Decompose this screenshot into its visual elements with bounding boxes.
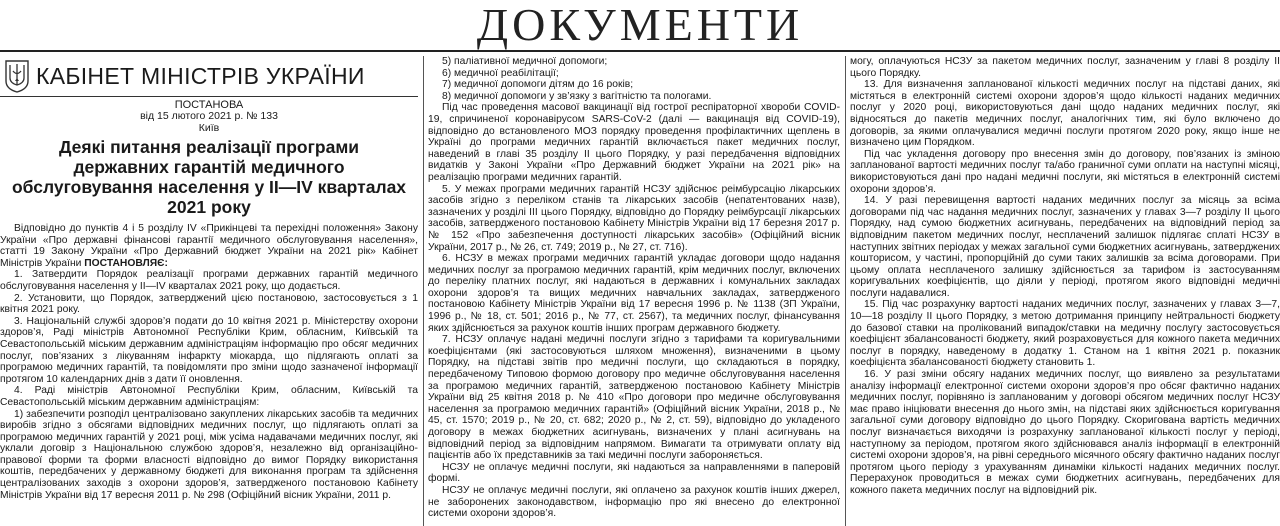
masthead-rule — [0, 50, 1280, 52]
paragraph: НСЗУ не оплачує медичні послуги, які надаються за направленнями в паперовій формі. — [428, 461, 840, 485]
resolution-headline: Деякі питання реалізації програми державних гарантій медичного обслуговування населення у II—IV кварталах 2021 року — [11, 137, 407, 217]
paragraph: Під час проведення масової вакцинації від гострої респіраторної хвороби COVID-19, спричиненої коронавірусом SARS-CoV-2 (далі — вакцинація від COVID-19), відповідно до встановленого МОЗ порядку проведення профілактичних щеплень в Україні до програми медичних гарантій включається пакет медичних послуг, наведений в главі 35 розділу II цього Порядку, у разі передбачення відповідних видатків у Законі України «Про Державний бюджет України на 2021 рік» на реалізацію програми медичних гарантій. — [428, 102, 840, 183]
paragraph: 6) медичної реабілітації; — [442, 67, 559, 79]
paragraph: 7. НСЗУ оплачує надані медичні послуги згідно з тарифами та коригувальними коефіцієнтами (які застосовуються шляхом множення), визначеними в цьому Порядку, на підставі звітів про медичні послуги, що складаються в порядку, передбаченому Типовою формою договору про медичне обслуговування населення за програмою медичних гарантій, затвердженою постановою Кабінету Міністрів України від 25 квітня 2018 р. № 410 «Про договори про медичне обслуговування населення за програмою медичних гарантій» (Офіційний вісник України, 2018 р., № 45, ст. 1570; 2019 р., № 20, ст. 682; 2020 р., № 2, ст. 59), відповідно до укладеного договору в межах бюджетних асигнувань, визначених у плані асигнувань на відповідний період за відповідним напрямом. Вимагати та отримувати оплату від пацієнтів або їх представників за такі медичні послуги забороняється. — [428, 334, 840, 462]
paragraph: 1. Затвердити Порядок реалізації програми державних гарантій медичного обслуговування населення у II—IV кварталах 2021 року, що додається. — [0, 269, 418, 292]
trident-emblem-icon — [4, 59, 30, 93]
cabinet-header — [0, 56, 418, 97]
column-divider — [845, 56, 846, 526]
masthead-title: ДОКУМЕНТИ — [476, 0, 804, 50]
preamble — [0, 223, 418, 269]
paragraph: НСЗУ не оплачує медичні послуги, які оплачено за рахунок коштів інших джерел, не заборонених законодавством, інформацію про які внесено до електронної системи охорони здоров’я. — [428, 484, 840, 520]
article-column-1 — [0, 56, 418, 526]
cabinet-title: КАБІНЕТ МІНІСТРІВ УКРАЇНИ — [36, 63, 365, 89]
document-type: ПОСТАНОВА — [174, 99, 244, 111]
paragraph: 6. НСЗУ в межах програми медичних гарантій укладає договори щодо надання медичних послуг за програмою медичних гарантій, крім медичних послуг, включених до переліку платних послуг, які надаються в державних і комунальних закладах охорони здоров’я та вищих медичних навчальних закладах, затвердженого постановою Кабінету Міністрів України від 17 вересня 1996 р. № 1138 (ЗП України, 1996 р., № 18, ст. 501; 2016 р., № 77, ст. 2567), та медичних послуг, фінансування яких здійснюється за рахунок коштів інших програм державного бюджету. — [428, 253, 840, 334]
paragraph: 15. Під час розрахунку вартості наданих медичних послуг, зазначених у главах 3—7, 10—18 розділу II цього Порядку, з метою дотримання принципу нейтральності бюджету до базової ставки на пролікований випадок/ставки на медичну послугу застосовується коефіцієнт збалансованості бюджету, який розраховується для кожного пакета медичних послуг в порядку, наведеному в додатку 1. Станом на 1 квітня 2021 р. показник коефіцієнта збалансованості бюджету становить 1. — [850, 299, 1280, 369]
paragraph: 3. Національній службі здоров’я подати до 10 квітня 2021 р. Міністерству охорони здоров’я, Раді міністрів Автономної Республіки Крим, обласним, Київській та Севастопольській міським державним адміністраціям інформацію про обсяг медичних послуг, пов’язаних з лікуванням інфаркту міокарда, що підлягають оплаті за програмою медичних гарантій, та повідомляти про зміни щодо зазначеної інформації протягом 10 календарних днів з дати її оновлення. — [0, 315, 418, 385]
paragraph: Під час укладення договору про внесення змін до договору, пов’язаних із зміною запланованої вартості медичних послуг та/або граничної суми оплати на наступні місяці, використовуються дані про надані медичні послуги, які містяться в електронній системі охорони здоров’я. — [850, 148, 1280, 195]
preamble-text: Відповідно до пунктів 4 і 5 розділу IV «Прикінцеві та перехідні положення» Закону України «Про державні фінансові гарантії медичного обслуговування населення», статті 19 Закону України «Про Державний бюджет України на 2021 рік» Кабінет Міністрів України — [0, 223, 418, 269]
paragraph: 5) паліативної медичної допомоги; — [442, 56, 608, 67]
article-column-3 — [850, 56, 1280, 526]
preamble-decree: ПОСТАНОВЛЯЄ: — [84, 257, 168, 269]
paragraph: 5. У межах програми медичних гарантій НСЗУ здійснює реімбурсацію лікарських засобів згідно з переліком станів та лікарських засобів (непатентованих назв), зазначених у розділі III цього Порядку, відповідно до Порядку реімбурсації лікарських засобів, затвердженого постановою Кабінету Міністрів України від 17 березня 2017 р. № 152 «Про забезпечення доступності лікарських засобів» (Офіційний вісник України, 2017 р., № 26, ст. 749; 2019 р., № 27, ст. 716). — [428, 183, 840, 253]
paragraph: 14. У разі перевищення вартості наданих медичних послуг за місяць за всіма договорами під час надання медичних послуг, зазначених у главах 3—7 розділу II цього Порядку, над сумою бюджетних асигнувань, передбачених на відповідний період за відповідним пакетом медичних послуг, несплачений залишок підлягає сплаті НСЗУ в наступних звітних періодах у межах загальної суми бюджетних асигнувань, затверджених кошторисом, у частині, пропорційній до суми таких залишків за всіма договорами. При цьому оплата несплаченого залишку здійснюється за тарифом із застосуванням коригувальних коефіцієнтів, що діяли у періоді, протягом якого відповідні медичні послуги надавалися. — [850, 195, 1280, 299]
paragraph: 4. Раді міністрів Автономної Республіки Крим, обласним, Київській та Севастопольській міським державним адміністраціям: — [0, 385, 418, 408]
document-date-number: від 15 лютого 2021 р. № 133 — [140, 110, 278, 122]
paragraph: 1) забезпечити розподіл централізовано закуплених лікарських засобів та медичних виробів згідно з обсягами відповідних медичних послуг, що підлягають оплаті за програмою медичних гарантій у 2021 році, між усіма надавачами медичних послуг, які уклали договір з Національною службою здоров’я, незалежно від організаційно-правової форми та форми власності відповідно до вимог Порядку використання коштів, передбачених у державному бюджеті для виконання програм та здійснення централізованих заходів з охорони здоров’я, затвердженого постановою Кабінету Міністрів України від 17 вересня 2011 р. № 298 (Офіційний вісник України, 2011 р. — [0, 408, 418, 501]
paragraph: 8) медичної допомоги у зв’язку з вагітністю та пологами. — [442, 90, 712, 102]
paragraph: 13. Для визначення запланованої кількості медичних послуг на підставі даних, які містяться в електронній системі охорони здоров’я щодо кількості наданих медичних послуг у 2020 році, використовуються дані щодо наданих медичних послуг, які відносяться до пакетів медичних послуг, аналогічних тим, які було включено до договорів, за якими оплачувалися медичні послуги протягом 2020 року, якщо інше не визначено цим Порядком. — [850, 79, 1280, 149]
column-divider — [423, 56, 424, 526]
article-column-2 — [428, 56, 840, 526]
paragraph: 2. Установити, що Порядок, затверджений цією постановою, застосовується з 1 квітня 2021 року. — [0, 292, 418, 316]
paragraph: 16. У разі зміни обсягу наданих медичних послуг, що виявлено за результатами аналізу інформації електронної системи охорони здоров’я про обсяг фактично наданих медичних послуг, порівняно із запланованим у договорі обсягом медичних послуг НСЗУ має право ініціювати внесення до нього змін, на підставі яких здійснюється коригування загальної суми договору відповідно до цього Порядку. Скоригована вартість медичних послуг визначається виходячи із розрахунку запланованої кількості послуг у періоді, наступному за періодом, протягом якого здійснювався аналіз інформації в електронній системі охорони здоров’я, на рівні середнього місячного обсягу фактично наданих послуг протягом цього періоду з урахуванням динаміки кількості наданих медичних послуг. Перерахунок проводиться в межах суми бюджетних асигнувань, передбачених для кожного пакета медичних послуг на відповідний рік. — [850, 369, 1280, 496]
masthead — [0, 0, 1280, 52]
paragraph: могу, оплачуються НСЗУ за пакетом медичних послуг, зазначеним у главі 8 розділу II цього Порядку. — [850, 56, 1280, 79]
paragraph: 7) медичної допомоги дітям до 16 років; — [442, 79, 634, 91]
document-city: Київ — [198, 121, 220, 134]
